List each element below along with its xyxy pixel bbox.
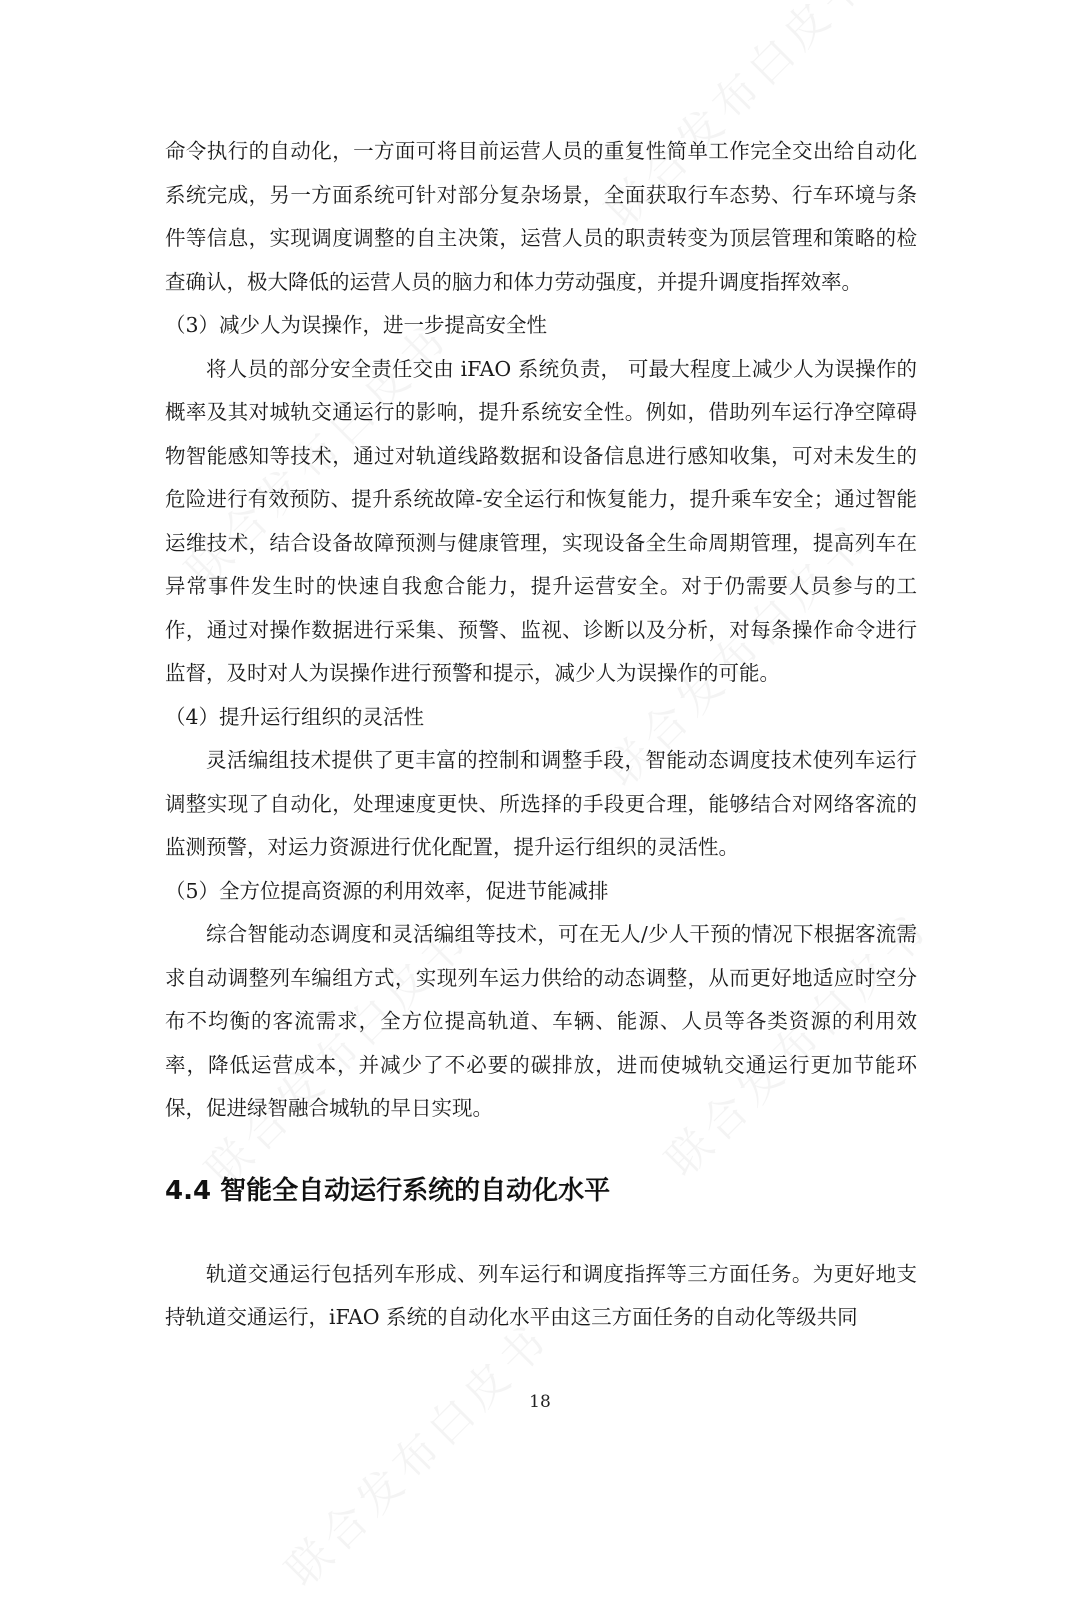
heading-resource-efficiency: （5）全方位提高资源的利用效率，促进节能减排 <box>165 878 609 903</box>
section-title: 4.4 智能全自动运行系统的自动化水平 <box>165 1175 611 1206</box>
paragraph-resource-efficiency: 综合智能动态调度和灵活编组等技术，可在无人/少人干预的情况下根据客流需求自动调整列车编组方式，实现列车运力供给的动态调整，从而更好地适应时空分布不均衡的客流需求，全方位提高轨道、车辆、能源、人员等各类资源的利用效率，降低运营成本，并减少了不必要的碳排放，进而使城轨交通运行更加节能环保，促进绿智融合城轨的早日实现。 <box>165 922 917 1120</box>
heading-reduce-misoperation: （3）减少人为误操作，进一步提高安全性 <box>165 313 548 337</box>
paragraph-automation-level: 轨道交通运行包括列车形成、列车运行和调度指挥等三方面任务。为更好地支持轨道交通运行，iFAO 系统的自动化水平由这三方面任务的自动化等级共同 <box>165 1261 917 1329</box>
paragraph-flexibility: 灵活编组技术提供了更丰富的控制和调整手段，智能动态调度技术使列车运行调整实现了自动化，处理速度更快、所选择的手段更合理，能够结合对网络客流的监测预警，对运力资源进行优化配置，提升运行组织的灵活性。 <box>165 748 917 859</box>
document-body <box>165 130 917 1340</box>
paragraph-safety: 将人员的部分安全责任交由 iFAO 系统负责， 可最大程度上减少人为误操作的概率及其对城轨交通运行的影响，提升系统安全性。例如，借助列车运行净空障碍物智能感知等技术，通过对轨道线路数据和设备信息进行感知收集，可对未发生的危险进行有效预防、提升系统故障-安全运行和恢复能力，提升乘车安全；通过智能运维技术，结合设备故障预测与健康管理，实现设备全生命周期管理，提高列车在异常事件发生时的快速自我愈合能力，提升运营安全。对于仍需要人员参与的工作，通过对操作数据进行采集、预警、监视、诊断以及分析，对每条操作命令进行监督，及时对人为误操作进行预警和提示，减少人为误操作的可能。 <box>165 356 917 685</box>
heading-flexibility: （4）提升运行组织的灵活性 <box>165 704 425 729</box>
paragraph-command-automation: 命令执行的自动化，一方面可将目前运营人员的重复性简单工作完全交出给自动化系统完成，另一方面系统可针对部分复杂场景，全面获取行车态势、行车环境与条件等信息，实现调度调整的自主决策，运营人员的职责转变为顶层管理和策略的检查确认，极大降低的运营人员的脑力和体力劳动强度，并提升调度指挥效率。 <box>165 139 917 294</box>
page-number: 18 <box>529 1392 551 1412</box>
watermark-bottom <box>269 1306 562 1598</box>
